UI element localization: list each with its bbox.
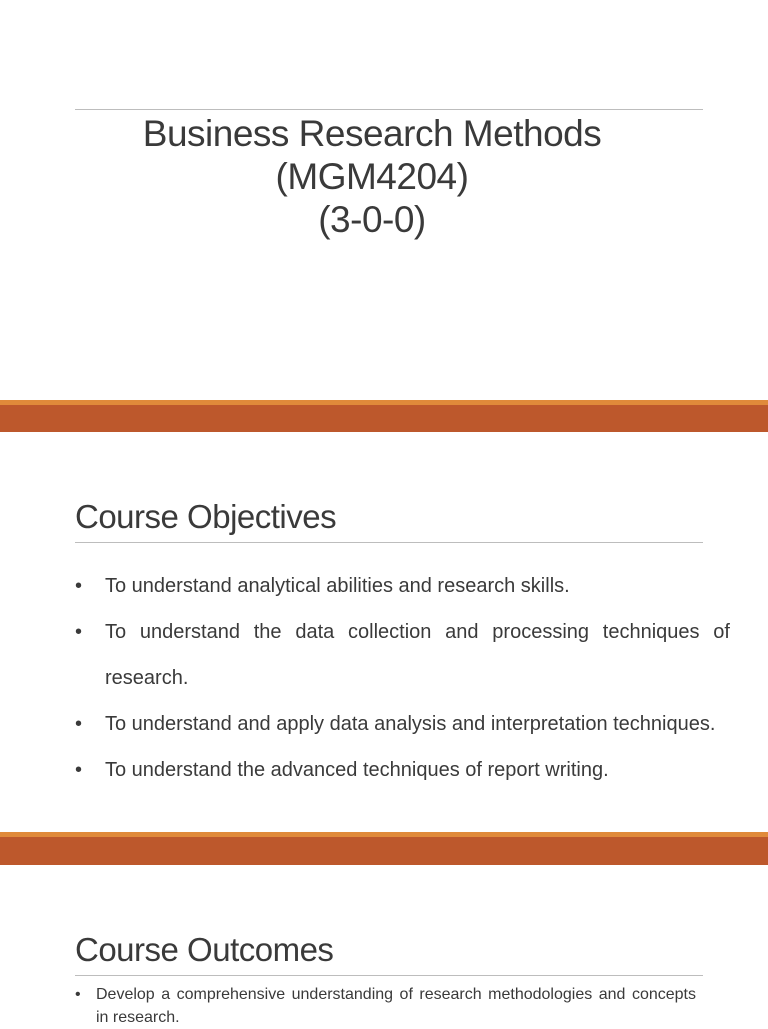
objective-text: To understand the data collection and processing techniques of research.: [105, 621, 730, 689]
title-line-course-name: Business Research Methods: [142, 113, 602, 154]
list-item: [75, 701, 730, 747]
objectives-slide: [0, 432, 768, 832]
objectives-heading: Course Objectives: [75, 498, 337, 535]
list-item: [75, 747, 730, 793]
outcomes-slide: [0, 865, 768, 1024]
title-rule: [75, 109, 703, 110]
objective-text: To understand and apply data analysis and interpretation techniques.: [105, 713, 716, 735]
list-item: [75, 609, 730, 701]
objective-text: To understand analytical abilities and research skills.: [105, 575, 570, 597]
slide-separator: [0, 400, 768, 432]
list-item: [75, 563, 730, 609]
objective-text: To understand the advanced techniques of report writing.: [105, 759, 609, 781]
title-slide: [0, 0, 768, 400]
slide-title: [75, 112, 669, 241]
objectives-rule: [75, 542, 703, 543]
objectives-list: [75, 563, 730, 793]
bullet-icon: •: [75, 713, 83, 735]
list-item: [75, 983, 696, 1029]
bullet-icon: •: [75, 575, 83, 597]
title-line-course-code: (MGM4204): [275, 156, 469, 197]
outcome-text: Develop a comprehensive understanding of research methodologies and concepts in research.: [96, 986, 696, 1026]
outcomes-heading: Course Outcomes: [75, 931, 334, 968]
bullet-icon: •: [75, 986, 81, 1003]
slide-separator: [0, 832, 768, 865]
separator-highlight: [0, 400, 768, 405]
outcomes-rule: [75, 975, 703, 976]
title-line-credits: (3-0-0): [318, 199, 426, 240]
bullet-icon: •: [75, 621, 83, 643]
outcomes-list: [75, 983, 696, 1029]
separator-highlight: [0, 832, 768, 837]
bullet-icon: •: [75, 759, 83, 781]
